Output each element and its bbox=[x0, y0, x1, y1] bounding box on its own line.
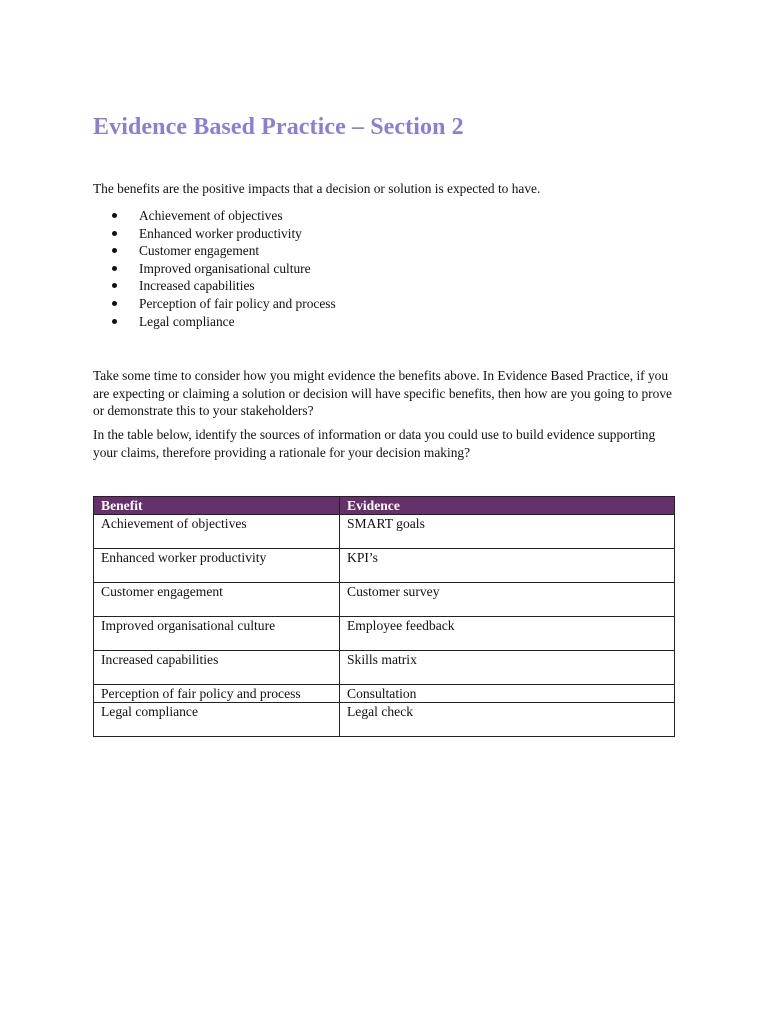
bullet-icon bbox=[112, 266, 117, 271]
list-item bbox=[112, 260, 336, 278]
list-item-text: Achievement of objectives bbox=[139, 208, 283, 223]
benefit-evidence-table bbox=[93, 496, 675, 737]
list-item bbox=[112, 295, 336, 313]
table-row bbox=[94, 703, 675, 737]
benefit-cell: Increased capabilities bbox=[94, 651, 340, 685]
list-item bbox=[112, 207, 336, 225]
table-row bbox=[94, 685, 675, 703]
benefit-cell: Improved organisational culture bbox=[94, 617, 340, 651]
evidence-cell: KPI’s bbox=[340, 549, 675, 583]
table-row bbox=[94, 651, 675, 685]
list-item bbox=[112, 313, 336, 331]
benefit-cell: Achievement of objectives bbox=[94, 515, 340, 549]
bullet-icon bbox=[112, 319, 117, 324]
table-row bbox=[94, 583, 675, 617]
benefit-cell: Legal compliance bbox=[94, 703, 340, 737]
bullet-icon bbox=[112, 301, 117, 306]
intro-paragraph: The benefits are the positive impacts that a decision or solution is expected to have. bbox=[93, 181, 541, 196]
list-item-text: Perception of fair policy and process bbox=[139, 295, 336, 311]
column-header-benefit: Benefit bbox=[94, 497, 340, 515]
benefit-cell: Perception of fair policy and process bbox=[94, 685, 340, 703]
bullet-icon bbox=[112, 283, 117, 288]
evidence-cell: Employee feedback bbox=[340, 617, 675, 651]
list-item-text: Improved organisational culture bbox=[139, 260, 311, 276]
list-item bbox=[112, 225, 336, 243]
evidence-cell: Legal check bbox=[340, 703, 675, 737]
bullet-icon bbox=[112, 248, 117, 253]
page-title: Evidence Based Practice – Section 2 bbox=[93, 114, 464, 140]
evidence-cell: Customer survey bbox=[340, 583, 675, 617]
benefit-cell: Enhanced worker productivity bbox=[94, 549, 340, 583]
list-item-text: Enhanced worker productivity bbox=[139, 225, 302, 241]
list-item bbox=[112, 277, 336, 295]
list-item-text: Legal compliance bbox=[139, 313, 235, 329]
evidence-cell: SMART goals bbox=[340, 515, 675, 549]
consider-paragraph: Take some time to consider how you might evidence the benefits above. In Evidence Based Practice, if you are expecting or claiming a solution or decision will have specific benefits, then how are you going to prove or demonstrate this to your stakeholders? bbox=[93, 368, 672, 418]
list-item-text: Customer engagement bbox=[139, 243, 260, 259]
bullet-icon bbox=[112, 213, 117, 218]
benefits-bullet-list bbox=[112, 207, 336, 330]
benefit-cell: Customer engagement bbox=[94, 583, 340, 617]
table-intro-paragraph: In the table below, identify the sources of information or data you could use to build evidence supporting your claims, therefore providing a rationale for your decision making? bbox=[93, 427, 656, 460]
list-item-text: Increased capabilities bbox=[139, 278, 255, 294]
table-row bbox=[94, 617, 675, 651]
table-row bbox=[94, 549, 675, 583]
evidence-cell: Consultation bbox=[340, 685, 675, 703]
bullet-icon bbox=[112, 231, 117, 236]
evidence-cell: Skills matrix bbox=[340, 651, 675, 685]
column-header-evidence: Evidence bbox=[340, 497, 675, 515]
list-item bbox=[112, 242, 336, 260]
table-header-row bbox=[94, 497, 675, 515]
table-row bbox=[94, 515, 675, 549]
